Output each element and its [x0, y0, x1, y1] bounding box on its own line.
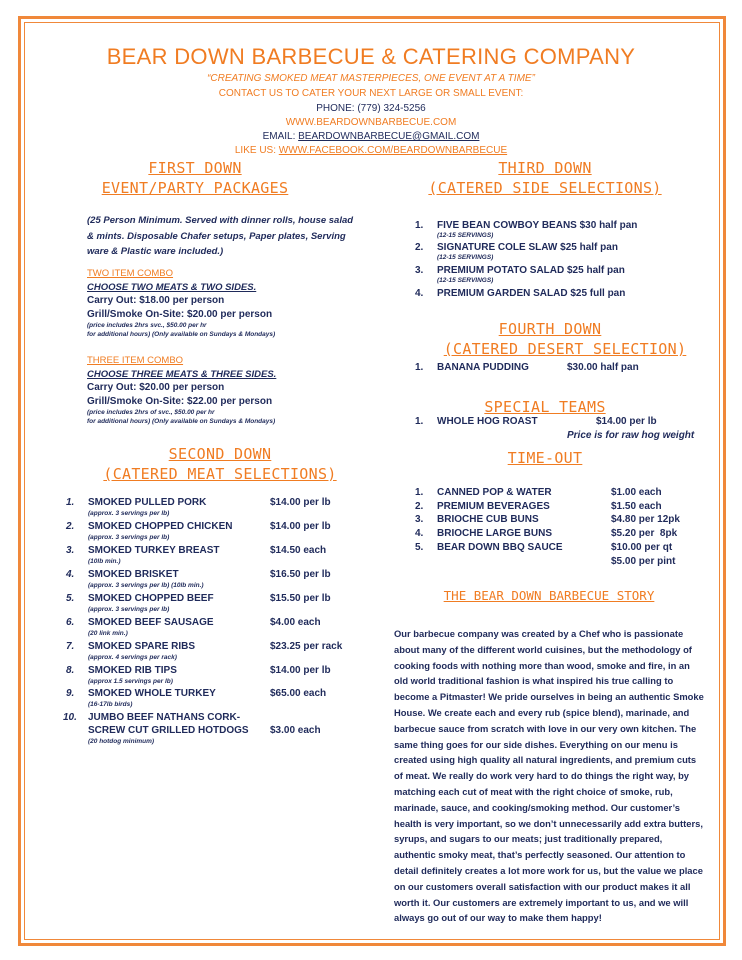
meat-item-price: $65.00 each — [270, 688, 327, 699]
story-text: Our barbecue company was created by a Chef who is passionate about many of the different world cuisines, but the methodology of cooking foods with nothing more than wood, smoke and fire, in an old world traditional fashion is what inspired his true calling to become a Pitmaster! We pride ourselves in being an authentic Smoke House. We create each and every rub (spice blend), marinade, and barbecue sauce from scratch with love in our very own kitchen. The same thing goes for our side dishes. Everything on our menu is created using high quality all natural ingredients, and premium cuts of meat. We really do work very hard to do things the right way, by matching each cut of meat with the right choice of smoke, rub, marinade, sauce, and cooking/smoking method. Our customer’s health is very important, so we don’t unnecessarily add extra butters, syrups, and sugars to our meats; just traditionally prepared, authentic smoky meat, that’s perfectly seasoned. Our attention to detail definitely creates a lot more work for us, but the value we place on our customers overall satisfaction with our product makes it all worth it. Our customers are extremely important to us, and we will always go out of our way to make them happy! — [394, 628, 704, 924]
list-number: 5. — [415, 542, 424, 553]
meat-item-name: SMOKED SPARE RIBS — [88, 641, 196, 652]
time-out-item-price-2: $5.00 per pint — [611, 556, 676, 567]
meat-item-name: SMOKED BRISKET — [88, 569, 179, 580]
second-down-title: SECOND DOWN — [168, 445, 272, 463]
email-label: EMAIL: — [262, 131, 299, 142]
special-item-price: $14.00 per lb — [596, 416, 657, 427]
like-label: LIKE US: — [234, 145, 279, 156]
three-item-note-2: for additional hours) (Only available on Sundays & Mondays) — [87, 418, 276, 425]
list-number: 10. — [63, 712, 77, 723]
tagline: “CREATING SMOKED MEAT MASTERPIECES, ONE EVENT AT A TIME” — [207, 73, 535, 84]
list-number: 7. — [66, 641, 75, 652]
time-out-item-price: $4.80 per 12pk — [611, 514, 680, 525]
list-number: 1. — [415, 416, 424, 427]
list-number: 1. — [415, 362, 424, 373]
list-number: 4. — [415, 288, 424, 299]
list-number: 4. — [415, 528, 424, 539]
list-number: 2. — [415, 242, 424, 253]
story-title: THE BEAR DOWN BARBECUE STORY — [443, 588, 655, 603]
side-item: PREMIUM GARDEN SALAD $25 full pan — [437, 288, 626, 299]
meat-item-price: $14.50 each — [270, 545, 327, 556]
desert-item-price: $30.00 half pan — [567, 362, 639, 373]
list-number: 3. — [66, 545, 75, 556]
third-down-subtitle: (CATERED SIDE SELECTIONS) — [428, 179, 662, 197]
special-teams-title: SPECIAL TEAMS — [484, 398, 606, 416]
list-number: 1. — [415, 487, 424, 498]
meat-item-name: JUMBO BEEF NATHANS CORK- — [88, 712, 241, 723]
facebook-link[interactable]: WWW.FACEBOOK.COM/BEARDOWNBARBECUE — [278, 145, 508, 156]
time-out-item-name: BRIOCHE CUB BUNS — [437, 514, 539, 525]
two-item-choose: CHOOSE TWO MEATS & TWO SIDES. — [87, 282, 257, 293]
meat-item-name: SMOKED WHOLE TURKEY — [88, 688, 216, 699]
first-down-title: FIRST DOWN — [148, 159, 242, 177]
time-out-title: TIME-OUT — [507, 449, 583, 467]
second-down-subtitle: (CATERED MEAT SELECTIONS) — [103, 465, 337, 483]
side-item: PREMIUM POTATO SALAD $25 half pan — [437, 265, 625, 276]
desert-item-name: BANANA PUDDING — [437, 362, 529, 373]
list-number: 3. — [415, 265, 424, 276]
packages-intro: (25 Person Minimum. Served with dinner rolls, house salad & mints. Disposable Chafer setups, Paper plates, Serving ware & Plastic ware included.) — [87, 215, 354, 257]
meat-item-price: $15.50 per lb — [270, 593, 331, 604]
meat-item-note: (16-17lb birds) — [88, 701, 133, 708]
contact-line: CONTACT US TO CATER YOUR NEXT LARGE OR SMALL EVENT: — [218, 88, 524, 99]
meat-item-note: (approx. 3 servings per lb) — [88, 534, 170, 541]
time-out-item-name: BEAR DOWN BBQ SAUCE — [437, 542, 563, 553]
time-out-item-price: $1.50 each — [611, 501, 662, 512]
phone: PHONE: (779) 324-5256 — [316, 103, 426, 114]
two-item-carry-out: Carry Out: $18.00 per person — [87, 295, 225, 306]
list-number: 3. — [415, 514, 424, 525]
meat-item-name: SMOKED PULLED PORK — [88, 497, 207, 508]
list-number: 1. — [66, 497, 75, 508]
list-number: 6. — [66, 617, 75, 628]
meat-item-name: SMOKED CHOPPED CHICKEN — [88, 521, 233, 532]
time-out-item-price: $1.00 each — [611, 487, 662, 498]
meat-item-note: (10lb min.) — [88, 558, 121, 565]
list-number: 5. — [66, 593, 75, 604]
side-item: FIVE BEAN COWBOY BEANS $30 half pan — [437, 220, 638, 231]
two-item-grill: Grill/Smoke On-Site: $20.00 per person — [87, 309, 273, 320]
three-item-choose: CHOOSE THREE MEATS & THREE SIDES. — [87, 369, 277, 380]
side-item-note: (12-15 SERVINGS) — [437, 277, 494, 284]
meat-item-price: $4.00 each — [270, 617, 321, 628]
meat-item-price: $14.00 per lb — [270, 497, 331, 508]
time-out-item-name: BRIOCHE LARGE BUNS — [437, 528, 553, 539]
list-number: 2. — [415, 501, 424, 512]
time-out-item-price: $10.00 per qt — [611, 542, 673, 553]
meat-item-note: (20 link min.) — [88, 630, 128, 637]
meat-item-price: $14.00 per lb — [270, 521, 331, 532]
list-number: 9. — [66, 688, 75, 699]
meat-item-name: SMOKED BEEF SAUSAGE — [88, 617, 214, 628]
list-number: 4. — [66, 569, 75, 580]
first-down-subtitle: EVENT/PARTY PACKAGES — [101, 179, 289, 197]
meat-item-price: $16.50 per lb — [270, 569, 331, 580]
meat-item-name-cont: SCREW CUT GRILLED HOTDOGS — [88, 725, 249, 736]
meat-item-name: SMOKED CHOPPED BEEF — [88, 593, 214, 604]
fourth-down-title: FOURTH DOWN — [498, 320, 602, 338]
meat-item-price: $3.00 each — [270, 725, 321, 736]
facebook-line — [30, 145, 712, 156]
meat-item-note: (approx 1.5 servings per lb) — [88, 678, 173, 685]
company-title: BEAR DOWN BARBECUE & CATERING COMPANY — [106, 44, 636, 69]
email-line — [30, 131, 712, 142]
list-number: 8. — [66, 665, 75, 676]
meat-item-price: $14.00 per lb — [270, 665, 331, 676]
meat-item-note: (approx. 3 servings per lb) — [88, 510, 170, 517]
list-number: 1. — [415, 220, 424, 231]
time-out-item-price: $5.20 per 8pk — [611, 528, 678, 539]
fourth-down-subtitle: (CATERED DESERT SELECTION) — [443, 340, 687, 358]
email-link[interactable]: BEARDOWNBARBECUE@GMAIL.COM — [298, 131, 480, 142]
three-item-carry-out: Carry Out: $20.00 per person — [87, 382, 225, 393]
special-item-note: Price is for raw hog weight — [567, 430, 695, 441]
two-item-label: TWO ITEM COMBO — [87, 268, 174, 279]
third-down-title: THIRD DOWN — [498, 159, 592, 177]
time-out-item-name: CANNED POP & WATER — [437, 487, 552, 498]
meat-item-note: (20 hotdog minimum) — [88, 738, 155, 745]
two-item-note-1: (price includes 2hrs svc., $50.00 per hr — [87, 322, 207, 329]
meat-item-note: (approx. 4 servings per rack) — [88, 654, 177, 661]
meat-item-note: (approx. 3 servings per lb) — [88, 606, 170, 613]
side-item-note: (12-15 SERVINGS) — [437, 232, 494, 239]
side-item-note: (12-15 SERVINGS) — [437, 254, 494, 261]
website[interactable]: WWW.BEARDOWNBARBECUE.COM — [285, 117, 457, 128]
side-item: SIGNATURE COLE SLAW $25 half pan — [437, 242, 618, 253]
special-item-name: WHOLE HOG ROAST — [437, 416, 538, 427]
time-out-item-name: PREMIUM BEVERAGES — [437, 501, 550, 512]
three-item-label: THREE ITEM COMBO — [87, 355, 184, 366]
meat-item-note: (approx. 3 servings per lb) (10lb min.) — [88, 582, 204, 589]
meat-item-name: SMOKED RIB TIPS — [88, 665, 177, 676]
three-item-grill: Grill/Smoke On-Site: $22.00 per person — [87, 396, 273, 407]
meat-item-price: $23.25 per rack — [270, 641, 343, 652]
list-number: 2. — [66, 521, 75, 532]
three-item-note-1: (price includes 2hrs of svc., $50.00 per hr — [87, 409, 215, 416]
two-item-note-2: for additional hours) (Only available on Sundays & Mondays) — [87, 331, 276, 338]
meat-item-name: SMOKED TURKEY BREAST — [88, 545, 220, 556]
